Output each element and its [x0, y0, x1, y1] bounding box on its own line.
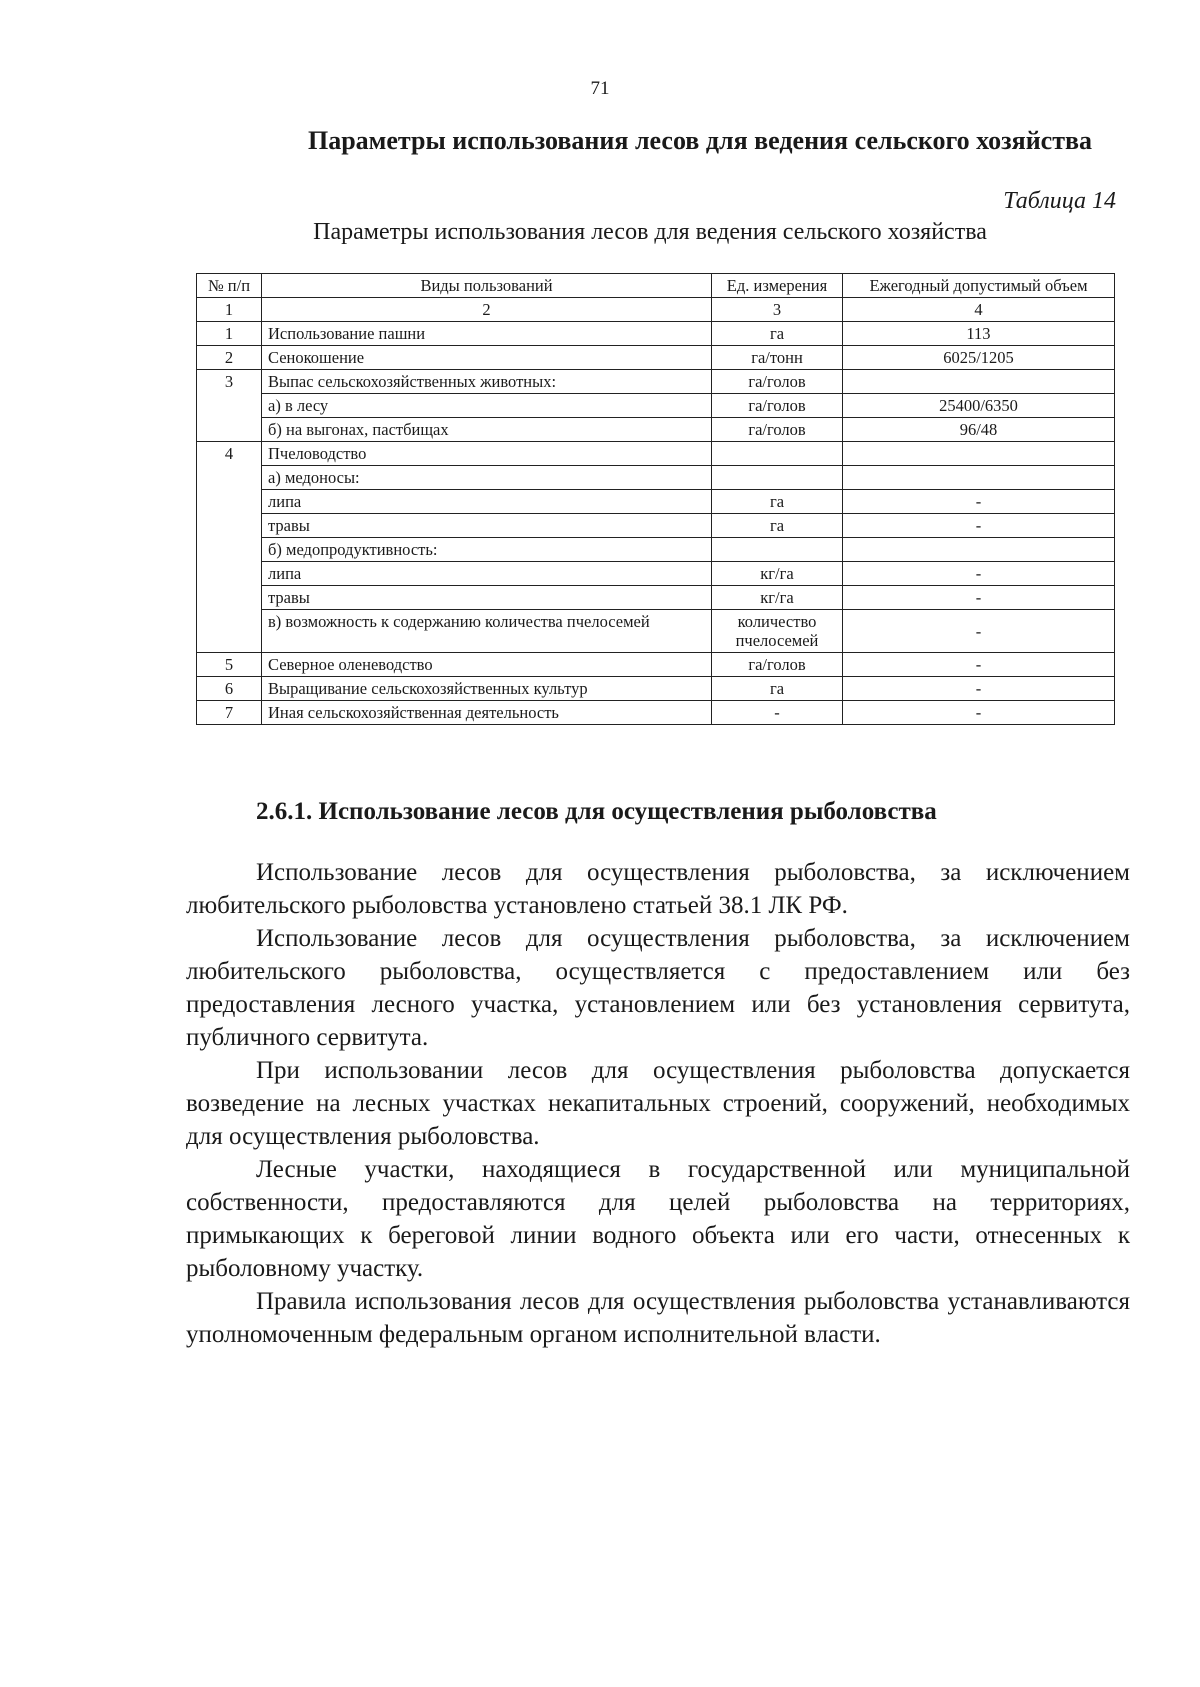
table-row	[197, 322, 1115, 346]
row-volume: -	[843, 701, 1115, 725]
row-type: б) на выгонах, пастбищах	[262, 418, 712, 442]
table-row	[197, 418, 1115, 442]
row-unit: га/голов	[712, 394, 843, 418]
row-number: 1	[197, 322, 262, 346]
table-row	[197, 562, 1115, 586]
table-row	[197, 586, 1115, 610]
row-unit: га/тонн	[712, 346, 843, 370]
row-unit: га	[712, 322, 843, 346]
table-row	[197, 677, 1115, 701]
paragraph: Правила использования лесов для осуществления рыболовства устанавливаются уполномоченным федеральным органом исполнительной власти.	[186, 1288, 1130, 1348]
row-unit: -	[712, 701, 843, 725]
parameters-table	[196, 273, 1115, 725]
row-unit	[712, 538, 843, 562]
table-row	[197, 346, 1115, 370]
row-volume: 96/48	[843, 418, 1115, 442]
row-type: Северное оленеводство	[262, 653, 712, 677]
row-unit: га/голов	[712, 653, 843, 677]
row-volume	[843, 370, 1115, 394]
row-type: а) в лесу	[262, 394, 712, 418]
table-caption: Параметры использования лесов для ведения сельского хозяйства	[313, 219, 987, 245]
row-unit	[712, 466, 843, 490]
table-row	[197, 490, 1115, 514]
header-volume: Ежегодный допустимый объем	[843, 274, 1115, 298]
table-row	[197, 394, 1115, 418]
paragraph: Лесные участки, находящиеся в государственной или муниципальной собственности, предоставляются для целей рыболовства на территориях, примыкающих к береговой линии водного объекта или его части, отнесенных к рыболовному участку.	[186, 1156, 1130, 1282]
row-volume: 6025/1205	[843, 346, 1115, 370]
column-number: 3	[712, 298, 843, 322]
table-row	[197, 370, 1115, 394]
row-type: Пчеловодство	[262, 442, 712, 466]
row-volume: -	[843, 490, 1115, 514]
table-body	[197, 322, 1115, 725]
header-num: № п/п	[197, 274, 262, 298]
row-unit	[712, 442, 843, 466]
page-number: 71	[590, 78, 610, 99]
row-volume	[843, 442, 1115, 466]
header-type: Виды пользований	[262, 274, 712, 298]
row-type: Выпас сельскохозяйственных животных:	[262, 370, 712, 394]
table-row	[197, 610, 1115, 653]
row-type: липа	[262, 562, 712, 586]
column-number: 4	[843, 298, 1115, 322]
row-volume: -	[843, 586, 1115, 610]
table-header-row	[197, 274, 1115, 298]
table-row	[197, 514, 1115, 538]
table-label: Таблица 14	[1003, 188, 1116, 214]
row-number: 7	[197, 701, 262, 725]
row-volume: -	[843, 653, 1115, 677]
row-type: а) медоносы:	[262, 466, 712, 490]
row-number: 6	[197, 677, 262, 701]
row-type: Иная сельскохозяйственная деятельность	[262, 701, 712, 725]
table-row	[197, 701, 1115, 725]
row-type: Выращивание сельскохозяйственных культур	[262, 677, 712, 701]
row-unit: га/голов	[712, 370, 843, 394]
row-type: травы	[262, 514, 712, 538]
column-numbers-row	[197, 298, 1115, 322]
row-unit: га	[712, 490, 843, 514]
paragraph: Использование лесов для осуществления рыболовства, за исключением любительского рыболовства установлено статьей 38.1 ЛК РФ.	[186, 859, 1130, 919]
column-number: 1	[197, 298, 262, 322]
row-type: б) медопродуктивность:	[262, 538, 712, 562]
row-type: травы	[262, 586, 712, 610]
row-type: Использование пашни	[262, 322, 712, 346]
row-unit: га	[712, 514, 843, 538]
paragraph: Использование лесов для осуществления рыболовства, за исключением любительского рыболовства, осуществляется с предоставлением или без предоставления лесного участка, установлением или без установления сервитута, публичного сервитута.	[186, 925, 1130, 1051]
row-unit: количество пчелосемей	[712, 610, 843, 653]
table-row	[197, 653, 1115, 677]
row-number: 4	[197, 442, 262, 653]
section-subheading: 2.6.1. Использование лесов для осуществления рыболовства	[256, 798, 937, 825]
row-unit: кг/га	[712, 586, 843, 610]
row-unit: кг/га	[712, 562, 843, 586]
row-volume: -	[843, 610, 1115, 653]
row-volume: -	[843, 677, 1115, 701]
body-text	[186, 856, 1130, 1351]
row-volume: 113	[843, 322, 1115, 346]
row-unit: га	[712, 677, 843, 701]
column-number: 2	[262, 298, 712, 322]
row-number: 5	[197, 653, 262, 677]
row-type: липа	[262, 490, 712, 514]
row-unit: га/голов	[712, 418, 843, 442]
row-volume: -	[843, 514, 1115, 538]
row-volume: 25400/6350	[843, 394, 1115, 418]
page-heading: Параметры использования лесов для ведения сельского хозяйства	[307, 126, 1093, 155]
row-type: Сенокошение	[262, 346, 712, 370]
row-volume	[843, 538, 1115, 562]
table-row	[197, 442, 1115, 466]
row-number: 2	[197, 346, 262, 370]
row-volume: -	[843, 562, 1115, 586]
header-unit: Ед. измерения	[712, 274, 843, 298]
row-volume	[843, 466, 1115, 490]
table-row	[197, 466, 1115, 490]
row-number: 3	[197, 370, 262, 442]
paragraph: При использовании лесов для осуществления рыболовства допускается возведение на лесных участках некапитальных строений, сооружений, необходимых для осуществления рыболовства.	[186, 1057, 1130, 1150]
table-row	[197, 538, 1115, 562]
row-type: в) возможность к содержанию количества пчелосемей	[262, 610, 712, 653]
